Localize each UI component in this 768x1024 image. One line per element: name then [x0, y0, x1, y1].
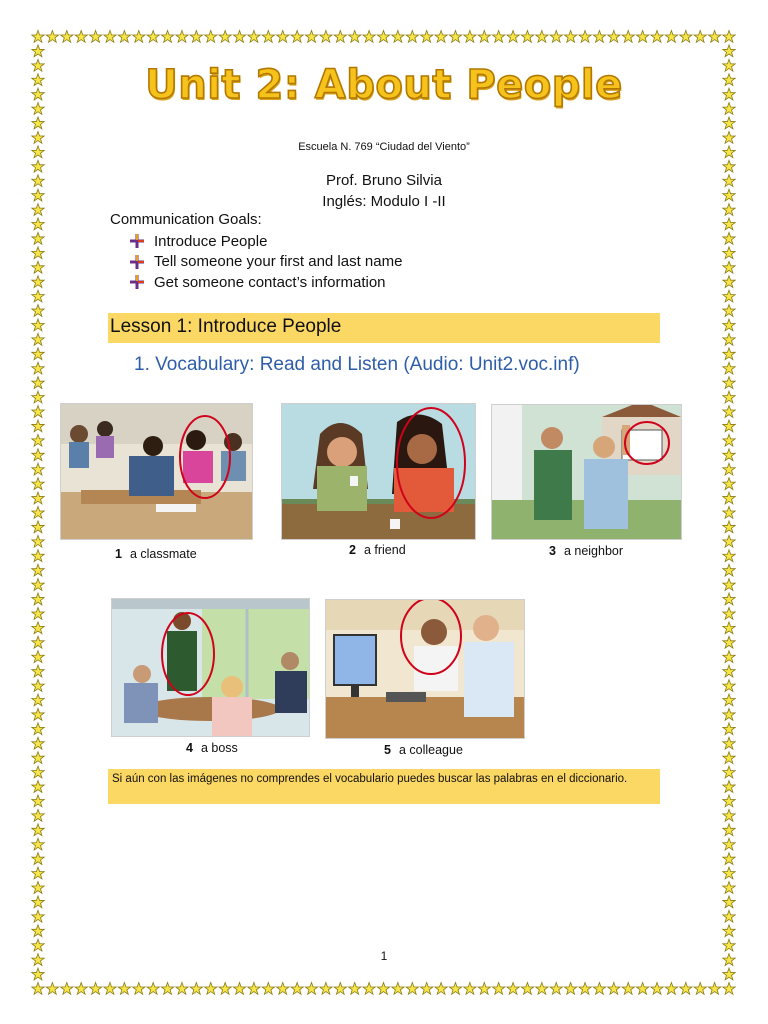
dictionary-note: Si aún con las imágenes no comprendes el vocabulario puedes buscar las palabras en el diccionario. — [108, 769, 660, 804]
vocab-word: a friend — [363, 543, 406, 557]
page-number: 1 — [380, 949, 388, 963]
classmate-illustration — [60, 403, 253, 540]
arrow-bullet-icon — [130, 234, 144, 248]
teacher-name: Prof. Bruno Silvia — [326, 172, 442, 189]
vocab-number: 4 — [186, 741, 193, 755]
vocab-number: 5 — [384, 743, 391, 757]
goal-text: Get someone contact’s information — [154, 273, 386, 291]
vocab-word: a neighbor — [563, 544, 624, 558]
colleague-illustration — [325, 599, 525, 739]
vocab-caption — [549, 544, 623, 558]
vocab-word: a colleague — [398, 743, 463, 757]
vocab-caption — [349, 543, 406, 557]
boss-illustration — [111, 598, 310, 737]
arrow-bullet-icon — [130, 255, 144, 269]
communication-goals — [110, 211, 402, 293]
vocab-number: 3 — [549, 544, 556, 558]
section-heading: 1. Vocabulary: Read and Listen (Audio: Unit2.voc.inf) — [134, 354, 580, 375]
vocab-word: a boss — [200, 741, 238, 755]
page-title: Unit 2: About People — [145, 62, 623, 108]
vocab-caption — [115, 547, 197, 561]
vocab-word: a classmate — [129, 547, 197, 561]
goal-text: Introduce People — [154, 232, 268, 250]
vocab-number: 2 — [349, 543, 356, 557]
lesson-heading: Lesson 1: Introduce People — [108, 313, 660, 343]
goals-heading: Communication Goals: — [110, 211, 262, 228]
goal-item — [130, 231, 402, 252]
friend-illustration — [281, 403, 476, 540]
neighbor-illustration — [491, 404, 682, 540]
teacher-block — [0, 170, 768, 212]
goal-item — [130, 272, 402, 293]
goal-text: Tell someone your first and last name — [154, 253, 403, 271]
vocab-caption — [384, 743, 463, 757]
school-name: Escuela N. 769 “Ciudad del Viento” — [298, 141, 470, 153]
vocab-number: 1 — [115, 547, 122, 561]
arrow-bullet-icon — [130, 275, 144, 289]
course-name: Inglés: Modulo I -II — [322, 193, 446, 210]
vocab-caption — [186, 741, 238, 755]
goal-item — [130, 252, 402, 273]
